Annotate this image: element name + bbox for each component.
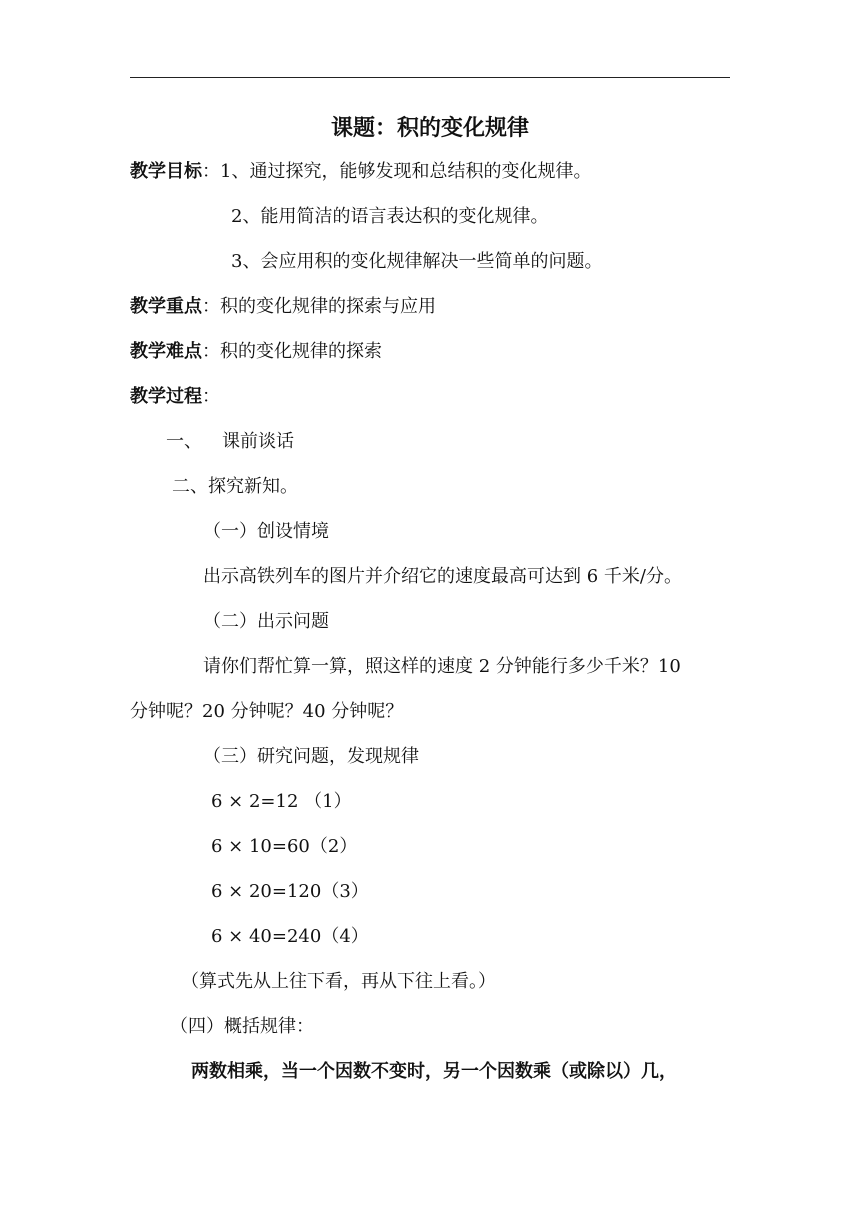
goal-item-3: 3、会应用积的变化规律解决一些简单的问题。 (231, 251, 603, 272)
goals-label: 教学目标 (130, 161, 202, 182)
subsection-3-title: （三）研究问题，发现规律 (203, 746, 419, 767)
process-line (130, 385, 220, 409)
subsection-2-text-line-1: 请你们帮忙算一算，照这样的速度 2 分钟能行多少千米？10 (203, 656, 681, 677)
rule-statement: 两数相乘，当一个因数不变时，另一个因数乘（或除以）几， (191, 1061, 677, 1082)
subsection-1-title: （一）创设情境 (203, 521, 329, 542)
difficulties-line (130, 340, 382, 364)
subsection-2-title: （二）出示问题 (203, 611, 329, 632)
equation-4: 6 × 40=240（4） (211, 926, 369, 947)
equation-2: 6 × 10=60（2） (211, 836, 358, 857)
key-points-line (130, 295, 436, 319)
difficulties-text: 积的变化规律的探索 (220, 341, 382, 362)
equation-note: （算式先从上往下看，再从下往上看。） (181, 971, 496, 992)
goal-item-1: 1、通过探究，能够发现和总结积的变化规律。 (220, 161, 592, 182)
process-label: 教学过程 (130, 386, 202, 407)
subsection-2-text-line-2: 分钟呢？20 分钟呢？40 分钟呢？ (130, 701, 404, 722)
equation-3: 6 × 20=120（3） (211, 881, 369, 902)
key-points-text: 积的变化规律的探索与应用 (220, 296, 436, 317)
key-points-colon: ： (202, 296, 220, 317)
subsection-4-title: （四）概括规律： (170, 1016, 314, 1037)
goals-colon: ： (202, 161, 220, 182)
header-rule (130, 77, 730, 78)
subsection-1-text: 出示高铁列车的图片并介绍它的速度最高可达到 6 千米/分。 (203, 566, 682, 587)
difficulties-colon: ： (202, 341, 220, 362)
page-title: 课题：积的变化规律 (330, 115, 529, 141)
section-1-title: 课前谈话 (222, 431, 294, 452)
goals-line-1 (130, 160, 591, 184)
key-points-label: 教学重点 (130, 296, 202, 317)
section-1-number: 一、 (166, 431, 202, 452)
equation-1: 6 × 2=12 （1） (211, 791, 352, 812)
goal-item-2: 2、能用简洁的语言表达积的变化规律。 (231, 206, 549, 227)
difficulties-label: 教学难点 (130, 341, 202, 362)
section-2-title: 二、探究新知。 (172, 476, 298, 497)
process-colon: ： (202, 386, 220, 407)
